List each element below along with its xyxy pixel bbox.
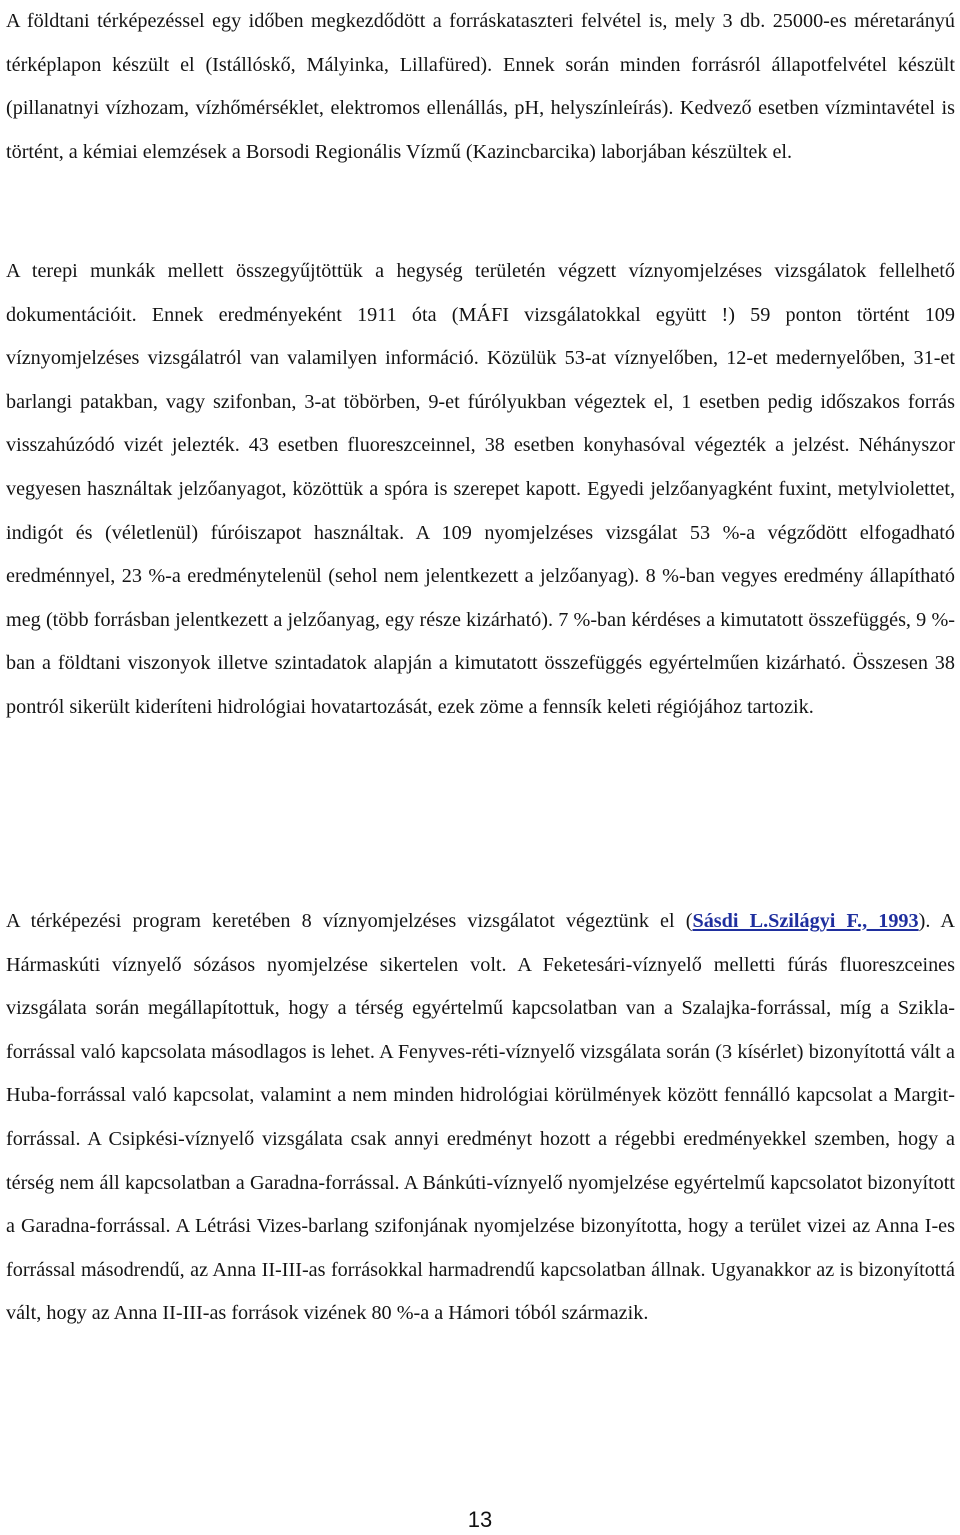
paragraph-spring-survey: A földtani térképezéssel egy időben megkezdődött a forráskataszteri felvétel is, mely 3 db. 25000-es méretarányú térképlapon készült el (Istállóskő, Mályinka, Lillafüred). Ennek során minden forrásról állapotfelvétel készült (pillanatnyi vízhozam, vízhőmérséklet, elektromos ellenállás, pH, helyszínleírás). Kedvező esetben vízmintavétel is történt, a kémiai elemzések a Borsodi Regionális Vízmű (Kazincbarcika) laborjában készültek el. — [6, 10, 955, 163]
page-number: 13 — [467, 1507, 493, 1532]
paragraph-text-before-reference: A térképezési program keretében 8 víznyomjelzéses vizsgálatot végeztünk el ( — [6, 910, 693, 932]
reference-link[interactable]: Sásdi L.Szilágyi F., 1993 — [692, 910, 919, 932]
paragraph-tracer-tests — [6, 900, 955, 1336]
paragraph-text-after-reference: ). A Hármaskúti víznyelő sózásos nyomjelzése sikertelen volt. A Feketesári-víznyelő melletti fúrás fluoreszceines vizsgálata során megállapítottuk, hogy a térség egyértelmű kapcsolatban van a Szalajka-forrással, míg a Szikla-forrással való kapcsolata másodlagos is lehet. A Fenyves-réti-víznyelő vizsgálata során (3 kísérlet) bizonyítottá vált a Huba-forrással való kapcsolat, valamint a nem minden hidrológiai körülmények között fennálló kapcsolat a Margit-forrással. A Csipkési-víznyelő vizsgálata csak annyi eredményt hozott a régebbi eredményekkel szemben, hogy a térség nem áll kapcsolatban a Garadna-forrással. A Bánkúti-víznyelő nyomjelzése egyértelmű kapcsolatot bizonyított a Garadna-forrással. A Létrási Vizes-barlang szifonjának nyomjelzése bizonyította, hogy a terület vizei az Anna I-es forrással másodrendű, az Anna II-III-as forrásokkal harmadrendű kapcsolatban állnak. Ugyanakkor az is bizonyítottá vált, hogy az Anna II-III-as források vizének 80 %-a a Hámori tóból származik. — [6, 910, 955, 1325]
paragraph-tracer-documentation: A terepi munkák mellett összegyűjtöttük a hegység területén végzett víznyomjelzéses vizsgálatok fellelhető dokumentációit. Ennek eredményeként 1911 óta (MÁFI vizsgálatokkal együtt !) 59 ponton történt 109 víznyomjelzéses vizsgálatról van valamilyen információ. Közülük 53-at víznyelőben, 12-et medernyelőben, 31-et barlangi patakban, vagy szifonban, 3-at töbörben, 9-et fúrólyukban végeztek el, 1 esetben pedig időszakos forrás visszahúzódó vizét jelezték. 43 esetben fluoreszceinnel, 38 esetben konyhasóval végezték a jelzést. Néhányszor vegyesen használtak jelzőanyagot, közöttük a spóra is szerepet kapott. Egyedi jelzőanyagként fuxint, metylviolettet, indigót és (véletlenül) fúróiszapot használtak. A 109 nyomjelzéses vizsgálat 53 %-a végződött elfogadható eredménnyel, 23 %-a eredménytelenül (sehol nem jelentkezett a jelzőanyag). 8 %-ban vegyes eredmény állapítható meg (több forrásban jelentkezett a jelzőanyag, egy része kizárható). 7 %-ban kérdéses a kimutatott összefüggés, 9 %-ban a földtani viszonyok illetve szintadatok alapján a kimutatott összefüggés egyértelműen kizárható. Összesen 38 pontról sikerült kideríteni hidrológiai hovatartozását, ezek zöme a fennsík keleti régiójához tartozik. — [6, 260, 955, 718]
